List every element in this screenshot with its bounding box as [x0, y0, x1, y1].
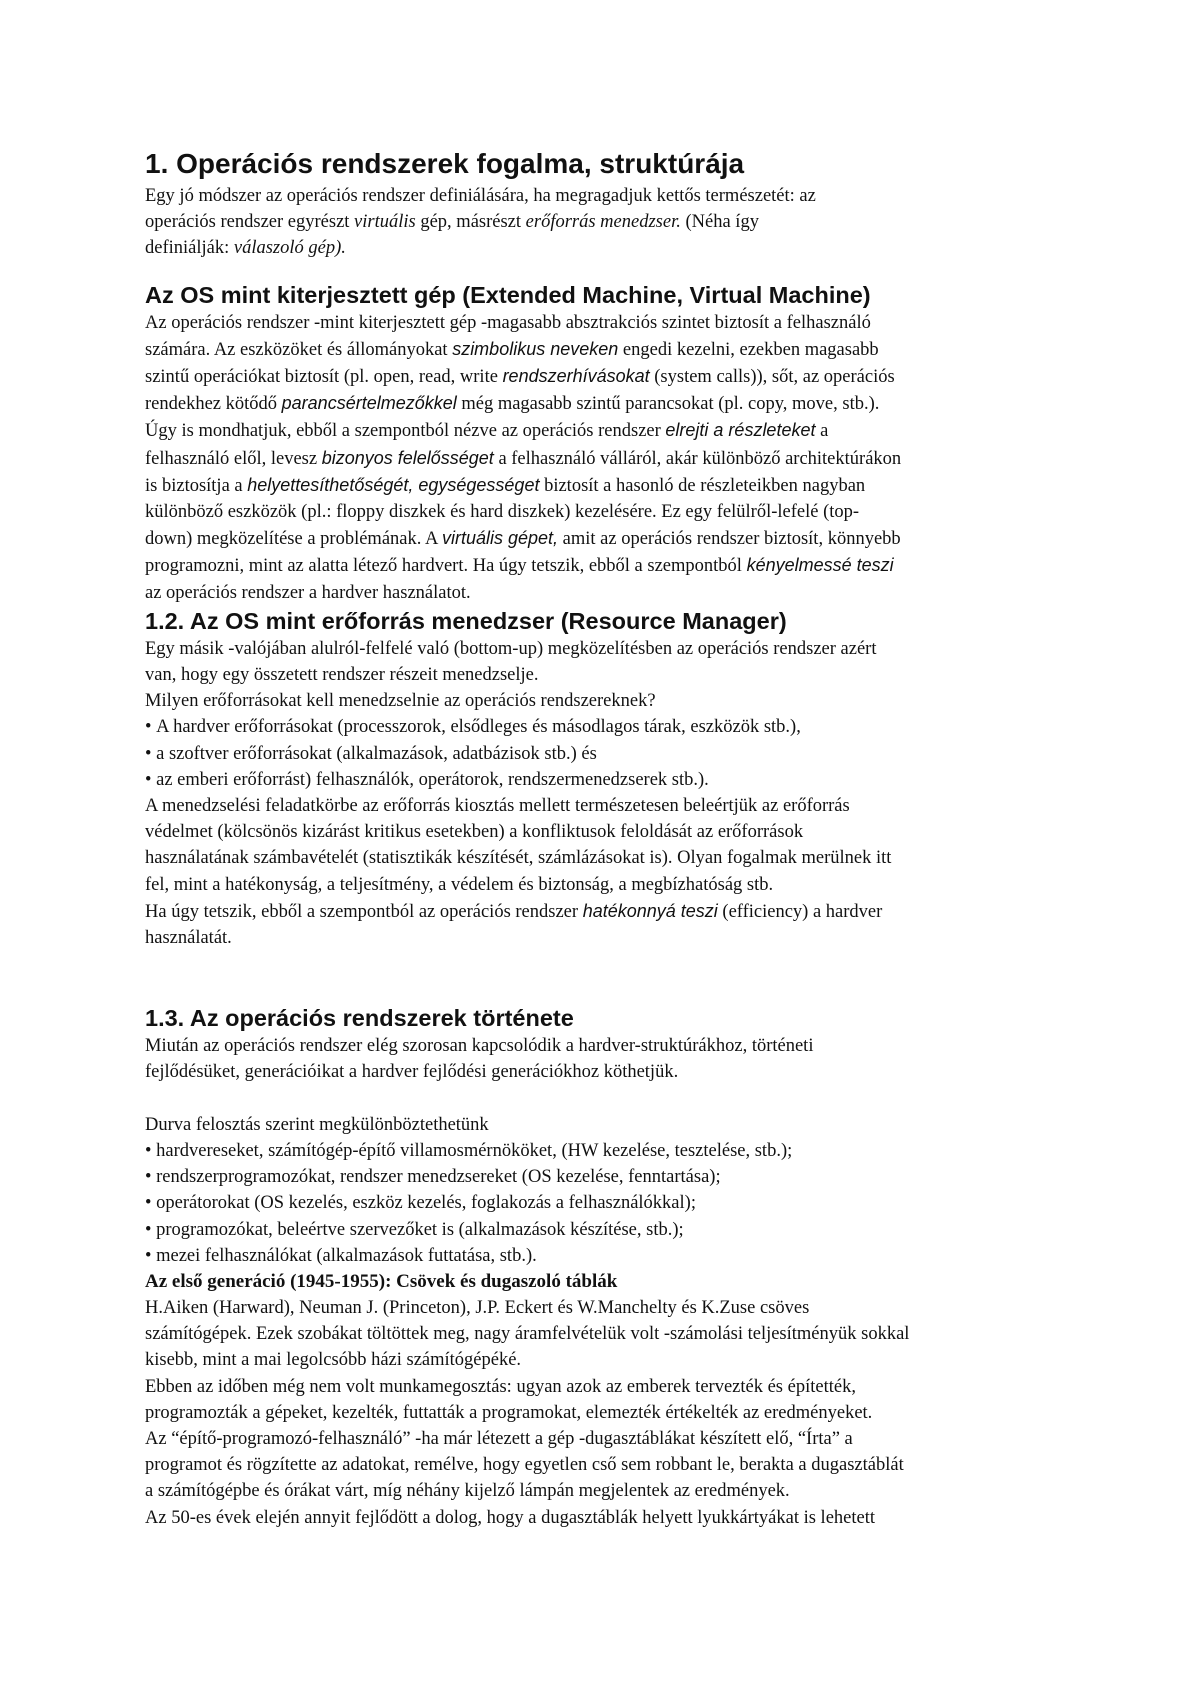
document-title: 1. Operációs rendszerek fogalma, struktúrája — [145, 148, 745, 179]
vm-line: az operációs rendszer a hardver használatot. — [145, 582, 471, 603]
section-heading-history: 1.3. Az operációs rendszerek története — [145, 1005, 574, 1032]
intro-line-1: Egy jó módszer az operációs rendszer definiálására, ha megragadjuk kettős természetét: az — [145, 186, 816, 206]
list-item: • a szoftver erőforrásokat (alkalmazások, adatbázisok stb.) és — [145, 741, 1075, 767]
resource-manager-paragraph — [145, 636, 1075, 951]
list-item: • mezei felhasználókat (alkalmazások futtatása, stb.). — [145, 1243, 1075, 1269]
generation-line: H.Aiken (Harward), Neuman J. (Princeton), J.P. Eckert és W.Manchelty és K.Zuse csöves — [145, 1297, 810, 1318]
section-heading-virtual-machine: Az OS mint kiterjesztett gép (Extended Machine, Virtual Machine) — [145, 281, 871, 308]
subsection-heading-first-generation: Az első generáció (1945-1955): Csövek és dugaszoló táblák — [145, 1270, 618, 1292]
generation-line: Az “építő-programozó-felhasználó” -ha már létezett a gép -dugasztáblákat készített elő, “Írta” a — [145, 1428, 853, 1449]
vm-line: is biztosítja a helyettesíthetőségét, egységességet biztosít a hasonló de részleteikben nagyban — [145, 474, 866, 496]
vm-line: számára. Az eszközöket és állományokat szimbolikus neveken engedi kezelni, ezekben magasabb — [145, 338, 879, 360]
generation-line: programot és rögzítette az adatokat, remélve, hogy egyetlen cső sem robbant le, berakta a dugasztáblát — [145, 1455, 904, 1476]
roles-bullet-list — [145, 1138, 1075, 1269]
rm-line: fel, mint a hatékonyság, a teljesítmény, a védelem és biztonság, a megbízhatóság stb. — [145, 874, 774, 895]
list-item: • programozókat, beleértve szervezőket is (alkalmazások készítése, stb.); — [145, 1217, 1075, 1243]
rm-line: használatát. — [145, 928, 232, 949]
rm-line: Ha úgy tetszik, ebből a szempontból az operációs rendszer hatékonnyá teszi (efficiency) a hardver — [145, 900, 883, 922]
list-item: • hardvereseket, számítógép-építő villamosmérnököket, (HW kezelése, tesztelése, stb.); — [145, 1138, 1075, 1164]
rm-line: használatának számbavételét (statisztikák készítését, számlázásokat is). Olyan fogalmak merülnek itt — [145, 848, 892, 869]
list-item: • A hardver erőforrásokat (processzorok, elsődleges és másodlagos tárak, eszközök stb.), — [145, 714, 1075, 740]
rm-line: van, hogy egy összetett rendszer részeit menedzselje. — [145, 665, 539, 686]
vm-line: programozni, mint az alatta létező hardvert. Ha úgy tetszik, ebből a szempontból kényelmessé teszi — [145, 555, 894, 577]
history-paragraph — [145, 1033, 1075, 1269]
virtual-machine-paragraph — [145, 310, 1075, 606]
vm-line: felhasználó elől, levesz bizonyos felelősséget a felhasználó válláról, akár különböző architektúrákon — [145, 447, 902, 469]
generation-line: kisebb, mint a mai legolcsóbb házi számítógépéké. — [145, 1350, 522, 1371]
rm-line: védelmet (kölcsönös kizárást kritikus esetekben) a konfliktusok feloldását az erőforrások — [145, 822, 804, 843]
section-heading-resource-manager: 1.2. Az OS mint erőforrás menedzser (Resource Manager) — [145, 607, 787, 634]
vm-line: Úgy is mondhatjuk, ebből a szempontból nézve az operációs rendszer elrejti a részleteket a — [145, 420, 829, 442]
vm-line: down) megközelítése a problémának. A virtuális gépet, amit az operációs rendszer biztosít, könnyebb — [145, 528, 901, 550]
paragraph-gap — [145, 1086, 1075, 1112]
generation-line: programozták a gépeket, kezelték, futtatták a programokat, elemezték értékelték az eredményeket. — [145, 1402, 873, 1423]
rm-line: A menedzselési feladatkörbe az erőforrás kiosztás mellett természetesen beleértjük az erőforrás — [145, 796, 850, 817]
generation-line: Ebben az időben még nem volt munkamegosztás: ugyan azok az emberek tervezték és építették, — [145, 1376, 856, 1397]
history-line: Durva felosztás szerint megkülönböztethetünk — [145, 1114, 489, 1135]
generation-line: számítógépek. Ezek szobákat töltöttek meg, nagy áramfelvételük volt -számolási teljesítményük sokkal — [145, 1324, 910, 1345]
rm-line: Milyen erőforrásokat kell menedzselnie az operációs rendszereknek? — [145, 691, 656, 712]
list-item: • az emberi erőforrást) felhasználók, operátorok, rendszermenedzserek stb.). — [145, 767, 1075, 793]
history-line: Miután az operációs rendszer elég szorosan kapcsolódik a hardver-struktúrákhoz, történeti — [145, 1036, 814, 1057]
intro-paragraph — [145, 183, 1075, 262]
generation-line: Az 50-es évek elején annyit fejlődött a dolog, hogy a dugasztáblák helyett lyukkártyákat is lehetett — [145, 1507, 876, 1528]
intro-line-2: operációs rendszer egyrészt virtuális gép, másrészt erőforrás menedzser. (Néha így — [145, 212, 759, 233]
rm-line: Egy másik -valójában alulról-felfelé való (bottom-up) megközelítésben az operációs rendszer azért — [145, 638, 877, 659]
list-item: • operátorokat (OS kezelés, eszköz kezelés, foglakozás a felhasználókkal); — [145, 1190, 1075, 1216]
first-generation-paragraph — [145, 1295, 1075, 1531]
history-line: fejlődésüket, generációikat a hardver fejlődési generációkhoz köthetjük. — [145, 1062, 679, 1083]
generation-line: a számítógépbe és órákat várt, míg néhány kijelző lámpán megjelentek az eredmények. — [145, 1481, 790, 1502]
vm-line: Az operációs rendszer -mint kiterjesztett gép -magasabb absztrakciós szintet biztosít a felhasználó — [145, 312, 871, 333]
vm-line: szintű operációkat biztosít (pl. open, read, write rendszerhívásokat (system calls)), sőt, az operációs — [145, 366, 895, 388]
list-item: • rendszerprogramozókat, rendszer menedzsereket (OS kezelése, fenntartása); — [145, 1164, 1075, 1190]
resource-bullet-list — [145, 714, 1075, 793]
vm-line: különböző eszközök (pl.: floppy diszkek és hard diszkek) kezelésére. Ez egy felülről-lefelé (top- — [145, 502, 860, 523]
vm-line: rendekhez kötődő parancsértelmezőkkel még magasabb szintű parancsokat (pl. copy, move, stb.). — [145, 393, 880, 415]
intro-line-3: definiálják: válaszoló gép). — [145, 238, 346, 259]
